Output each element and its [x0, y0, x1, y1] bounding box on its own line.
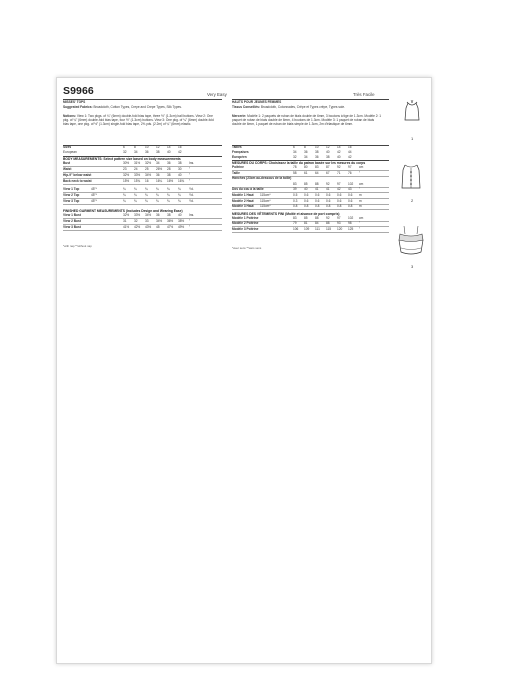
- body-row-fr-cell: 71: [337, 170, 341, 175]
- body-row-fr-cell: 88: [315, 181, 319, 186]
- body-row-fr-cell: 64: [315, 170, 319, 175]
- yardage-row-en-cell: ¾: [178, 193, 181, 197]
- yardage-row-en-unit: Yd.: [189, 187, 194, 191]
- yardage-row-line-fr: [232, 209, 389, 210]
- finished-row-fr-unit: ": [359, 221, 361, 226]
- body-row-en-cell: 40: [178, 173, 182, 177]
- finished-row-en-cell: 43½: [145, 225, 152, 229]
- sizes-row-en-cell: 16: [178, 145, 182, 149]
- body-row-en-cell: 32½: [123, 173, 130, 177]
- view-2-label: 2: [411, 198, 414, 203]
- yardage-row-en-cell: ¾: [156, 199, 159, 203]
- body-row-en-cell: 30: [178, 167, 182, 171]
- notions-fr: Mercerie: Modèle 1: 2 paquets de ruban de biais double de 6mm, 3 boutons à tige de 1.3cm. Modèle 2: 1 paquet de ruban de biais double de 6mm, 4 boutons de 1.3cm. Modèle 3: 1 paquet de ruban de biais double de 6mm, 1 paquet de ruban de biais simple de 1.3cm, 2m d'élastique de 6mm.: [232, 114, 382, 127]
- yardage-row-fr-cell: 0.8: [315, 204, 320, 209]
- yardage-row-line-en: [63, 198, 222, 199]
- difficulty-en: Very Easy: [207, 92, 227, 97]
- finished-row-en-unit: ": [189, 219, 191, 223]
- yardage-row-en-width: 45"*: [91, 187, 97, 191]
- view-3-sketch: [393, 224, 429, 262]
- yardage-row-en-cell: ¾: [145, 187, 148, 191]
- yardage-row-fr-label: Modèle 3 Haut: [232, 204, 254, 209]
- finished-row-en-cell: 36½: [167, 219, 174, 223]
- finished-row-fr-cell: 88: [315, 215, 319, 220]
- body-row-fr-cell: 67: [326, 170, 330, 175]
- finished-row-fr-cell: 125: [348, 227, 354, 231]
- finished-row-en-cell: 40: [178, 213, 182, 217]
- yardage-row-en-cell: ¾: [156, 193, 159, 197]
- heading-en: MISSES' TOPS: [63, 100, 86, 104]
- yardage-row-line-fr: [232, 198, 389, 199]
- european-row-fr-label: Européen: [232, 155, 247, 159]
- body-row-en-unit: ": [189, 179, 191, 183]
- finished-row-en-label: View 1 Bust: [63, 213, 81, 217]
- finished-row-fr-unit: ": [359, 227, 361, 231]
- body-row-fr-cell: 40: [304, 187, 308, 192]
- finished-row-line-fr: [232, 232, 389, 233]
- body-row-en-cell: 38: [178, 161, 182, 165]
- yardage-row-en-label: View 3 Top: [63, 199, 80, 203]
- body-row-line-fr: [232, 170, 389, 171]
- yardage-row-fr-unit: m: [359, 204, 362, 209]
- sizes-row-en-cell: 8: [134, 145, 136, 149]
- sizes-row-en-cell: 10: [145, 145, 149, 149]
- finished-row-en-label: View 3 Bust: [63, 225, 81, 229]
- body-row-fr-cell: 87: [326, 165, 330, 169]
- footnotes-en: *with nap **without nap: [63, 244, 92, 248]
- sizes-row-en-cell: 12: [156, 145, 160, 149]
- yardage-row-fr-width: 115cm*: [260, 193, 271, 197]
- body-row-en-cell: 33½: [134, 173, 141, 177]
- finished-row-fr-cell: 79: [293, 221, 297, 226]
- body-row-en-cell: 28: [167, 167, 171, 171]
- body-row-fr-unit: cm: [359, 181, 364, 186]
- finished-row-en-cell: 38½: [178, 219, 185, 223]
- body-row-fr-cell: 83: [315, 165, 319, 169]
- finished-row-fr-cell: 88: [326, 221, 330, 226]
- body-row-fr-cell: 83: [293, 181, 297, 186]
- yardage-row-en-cell: ¾: [134, 199, 137, 203]
- body-row-en-cell: 31½: [134, 161, 141, 165]
- body-row-en-label: Bust: [63, 161, 71, 165]
- yardage-row-fr-cell: 0.6: [337, 198, 342, 203]
- body-row-en-cell: 23: [123, 167, 127, 171]
- body-row-fr-cell: 102: [348, 181, 354, 186]
- finished-row-en-cell: 34½: [156, 219, 163, 223]
- body-row-en-cell: 26½: [156, 167, 163, 171]
- yardage-row-en-label: View 2 Top: [63, 193, 80, 197]
- yardage-row-en-width: 45"*: [91, 199, 97, 203]
- yardage-row-fr-cell: 0.6: [326, 198, 331, 203]
- finished-row-line-en: [63, 224, 222, 225]
- yardage-row-fr-cell: 0.8: [293, 204, 298, 209]
- sizes-row-fr-cell: 6: [293, 145, 295, 149]
- finished-row-fr-cell: 109: [304, 227, 310, 231]
- yardage-row-fr-width: 115cm*: [260, 204, 271, 209]
- yardage-row-en-cell: ¾: [156, 187, 159, 191]
- finished-row-fr-label: Modèle 1 Poitrine: [232, 215, 259, 220]
- yardage-row-fr-cell: 0.6: [337, 193, 342, 197]
- finished-row-en-cell: 36: [156, 213, 160, 217]
- finished-row-fr-cell: 115: [326, 227, 332, 231]
- body-row-fr-cell: 42: [337, 187, 341, 192]
- fabrics-en: Suggested Fabrics: Broadcloth, Cotton Types, Crepe and Crepe Types, Silk Types.: [63, 105, 182, 109]
- body-row-en-label: Back neck to waist: [63, 179, 92, 183]
- body-row-en-cell: 16½: [167, 179, 174, 183]
- rule-en: [63, 99, 222, 100]
- body-row-fr-cell: 85: [304, 181, 308, 186]
- french-row-fr-cell: 40: [326, 150, 330, 154]
- finished-row-fr-cell: 97: [337, 215, 341, 220]
- finished-row-en-unit: Ins.: [189, 213, 195, 217]
- body-row-en-cell: 16¼: [156, 179, 163, 183]
- european-row-en-label: European: [63, 150, 77, 154]
- yardage-row-fr-cell: 0.8: [337, 204, 342, 209]
- european-row-fr-cell: 40: [337, 155, 341, 159]
- finished-row-fr-cell: 83: [293, 215, 297, 220]
- sizes-row-en-cell: 14: [167, 145, 171, 149]
- yardage-row-en-cell: ¾: [134, 187, 137, 191]
- finished-row-en-cell: 47½: [167, 225, 174, 229]
- yardage-row-en-cell: ¾: [123, 187, 126, 191]
- finished-row-en-cell: 49½: [178, 225, 185, 229]
- body-row-fr-cell: 78: [293, 165, 297, 169]
- body-row-en-unit: Ins.: [189, 161, 195, 165]
- european-row-fr-cell: 32: [293, 155, 297, 159]
- body-row-en-cell: 15¾: [134, 179, 141, 183]
- view-1-sketch: [397, 98, 427, 134]
- yardage-row-fr-cell: 0.6: [326, 193, 331, 197]
- finished-row-line-en: [63, 230, 222, 231]
- yardage-row-fr-cell: 0.5: [293, 193, 298, 197]
- european-row-en-cell: 38: [156, 150, 160, 154]
- european-row-fr-cell: 34: [304, 155, 308, 159]
- finished-row-fr-cell: 120: [337, 227, 343, 231]
- finished-row-en-cell: 32½: [123, 213, 130, 217]
- body-row-fr-cell: 92: [326, 181, 330, 186]
- body-row-en-label: Waist: [63, 167, 72, 171]
- yardage-row-line-en: [63, 204, 222, 205]
- body-row-en-cell: 24: [134, 167, 138, 171]
- body-row-fr-unit: ": [359, 187, 361, 192]
- yardage-row-fr-label: Modèle 2 Haut: [232, 198, 254, 203]
- yardage-row-fr-cell: 0.6: [304, 198, 309, 203]
- body-row-en-cell: 16¾: [178, 179, 185, 183]
- body-row-fr-cell: 43: [348, 187, 352, 192]
- european-row-en-cell: 34: [134, 150, 138, 154]
- finished-row-fr-label: Modèle 3 Poitrine: [232, 227, 259, 231]
- body-row-fr-label: Hanches (23cm au-dessous de la taille): [232, 176, 292, 181]
- finished-heading-en: FINISHED GARMENT MEASUREMENTS (Includes Design and Wearing Ease): [63, 209, 183, 213]
- european-row-en-cell: 42: [178, 150, 182, 154]
- french-row-fr-cell: 36: [304, 150, 308, 154]
- finished-row-en-cell: 41½: [123, 225, 130, 229]
- body-row-en-cell: 34: [156, 161, 160, 165]
- european-row-fr-cell: 38: [326, 155, 330, 159]
- yardage-row-fr-cell: 0.3: [293, 198, 298, 203]
- body-row-en-cell: 16: [145, 179, 149, 183]
- finished-row-fr-cell: 102: [348, 215, 354, 220]
- yardage-row-en-cell: ¾: [167, 193, 170, 197]
- body-row-en-cell: 36: [156, 173, 160, 177]
- body-row-fr-label: Taille: [232, 170, 240, 175]
- body-row-en-unit: ": [189, 167, 191, 171]
- yardage-row-fr-cell: 0.6: [348, 198, 353, 203]
- finished-row-en-cell: 31: [123, 219, 127, 223]
- sizes-rule-en: [63, 145, 222, 146]
- yardage-row-fr-cell: 0.8: [304, 204, 309, 209]
- body-row-fr-cell: 92: [337, 165, 341, 169]
- yardage-row-en-unit: Yd.: [189, 193, 194, 197]
- sizes-row-fr-label: Tailles: [232, 145, 242, 149]
- yardage-row-en-cell: ¾: [123, 193, 126, 197]
- body-row-fr-label: Poitrine: [232, 165, 244, 169]
- heading-fr: HAUTS POUR JEUNES FEMMES: [232, 100, 282, 104]
- body-row-fr-cell: 97: [337, 181, 341, 186]
- yardage-row-fr-cell: 0.6: [348, 193, 353, 197]
- body-row-fr-unit: ": [359, 170, 361, 175]
- sizes-row-fr-cell: 16: [348, 145, 352, 149]
- sizes-row-fr-cell: 14: [337, 145, 341, 149]
- finished-row-fr-unit: cm: [359, 215, 364, 220]
- european-row-en-cell: 36: [145, 150, 149, 154]
- body-row-fr-label: Dos du cou à la taille: [232, 187, 264, 192]
- finished-row-en-cell: 34½: [145, 213, 152, 217]
- yardage-row-fr-label: Modèle 1 Haut: [232, 193, 254, 197]
- body-row-fr-cell: 41: [315, 187, 319, 192]
- sizes-row-en-label: Sizes: [63, 145, 72, 149]
- body-row-en-cell: 32½: [145, 161, 152, 165]
- finished-row-en-cell: 38: [167, 213, 171, 217]
- finished-row-line-en: [63, 218, 222, 219]
- body-row-fr-cell: 61: [304, 170, 308, 175]
- body-row-fr-cell: 80: [304, 165, 308, 169]
- finished-row-en-cell: 33½: [134, 213, 141, 217]
- yardage-row-line-en: [63, 192, 222, 193]
- sizes-row-fr-cell: 10: [315, 145, 319, 149]
- body-row-en-unit: ": [189, 173, 191, 177]
- finished-row-en-cell: 33: [145, 219, 149, 223]
- body-row-fr-cell: 58: [293, 170, 297, 175]
- body-row-en-cell: 15½: [123, 179, 130, 183]
- view-2-sketch: [395, 162, 427, 196]
- body-heading-en: BODY MEASUREMENTS: Select pattern size based on body measurements: [63, 157, 181, 161]
- view-3-label: 3: [411, 264, 414, 269]
- yardage-row-fr-cell: 0.8: [326, 204, 331, 209]
- finished-row-fr-cell: 93: [337, 221, 341, 226]
- yardage-row-fr-unit: m: [359, 198, 362, 203]
- finished-row-en-cell: 42½: [134, 225, 141, 229]
- footnotes-fr: *avec sens **sans sens: [232, 245, 262, 250]
- finished-row-fr-cell: 85: [304, 215, 308, 220]
- finished-row-fr-cell: 84: [315, 221, 319, 226]
- finished-row-fr-label: Modèle 2 Poitrine: [232, 221, 259, 226]
- yardage-row-en-unit: Yd.: [189, 199, 194, 203]
- body-heading-fr: MESURES DU CORPS: Choisissez la taille du patron basée sur les mesures du corps: [232, 161, 366, 165]
- yardage-row-en-cell: ¾: [178, 199, 181, 203]
- yardage-row-en-cell: ¾: [178, 187, 181, 191]
- body-row-en-cell: 36: [167, 161, 171, 165]
- yardage-row-fr-width: 115cm*: [260, 198, 271, 203]
- sizes-row-fr-cell: 12: [326, 145, 330, 149]
- body-row-en-cell: 34½: [145, 173, 152, 177]
- notions-en: Notions: View 1: Two pkgs. of ¼" (6mm) double-fold bias tape, three ½" (1.3cm) ball buttons. View 2: One pkg. of ¼" (6mm) double-fold bias tape, four ½" (1.3cm) buttons. View 3: One pkg. of ¼" (6mm) double-fold bias tape, one pkg. of ½" (1.3cm) single-fold bias tape, 2⅜ yds. (2.2m) of ¼" (6mm) elastic.: [63, 114, 214, 127]
- yardage-row-en-cell: ¾: [145, 193, 148, 197]
- pattern-number: S9966: [63, 85, 94, 97]
- body-row-en-cell: 38: [167, 173, 171, 177]
- body-row-line-en: [63, 166, 222, 167]
- body-row-fr-cell: 41: [326, 187, 330, 192]
- body-row-fr-cell: 76: [348, 170, 352, 175]
- finished-row-en-cell: 45: [156, 225, 160, 229]
- yardage-row-fr-cell: 0.6: [304, 193, 309, 197]
- sizes-row-fr-cell: 8: [304, 145, 306, 149]
- body-row-fr-unit: cm: [359, 165, 364, 169]
- yardage-row-en-cell: ¾: [134, 193, 137, 197]
- european-row-fr-cell: 36: [315, 155, 319, 159]
- yardage-row-fr-cell: 0.8: [348, 204, 353, 209]
- sizes-rule-fr: [232, 145, 389, 146]
- european-row-fr-cell: 42: [348, 155, 352, 159]
- finished-row-fr-cell: 92: [326, 215, 330, 220]
- yardage-row-en-label: View 1 Top: [63, 187, 80, 191]
- body-row-en-label: Hip-9" below waist: [63, 173, 92, 177]
- yardage-row-en-cell: ¾: [145, 199, 148, 203]
- european-row-en-cell: 32: [123, 150, 127, 154]
- sizes-row-en-cell: 6: [123, 145, 125, 149]
- finished-row-fr-cell: 111: [315, 227, 320, 231]
- yardage-row-fr-cell: 0.6: [315, 198, 320, 203]
- yardage-row-en-cell: ¾: [123, 199, 126, 203]
- body-row-en-cell: 25: [145, 167, 149, 171]
- finished-row-fr-cell: 81: [304, 221, 308, 226]
- yardage-row-fr-cell: 0.6: [315, 193, 320, 197]
- french-row-fr-cell: 38: [315, 150, 319, 154]
- french-row-fr-label: Françaises: [232, 150, 249, 154]
- finished-heading-fr: MESURES DES VÊTEMENTS FINI (Moitié et aisance de port compris): [232, 211, 340, 216]
- body-row-en-cell: 30½: [123, 161, 130, 165]
- finished-row-fr-cell: 98: [348, 221, 352, 226]
- french-row-fr-cell: 42: [337, 150, 341, 154]
- yardage-row-en-cell: ¾: [167, 199, 170, 203]
- finished-row-en-label: View 2 Bust: [63, 219, 81, 223]
- yardage-row-line-fr: [232, 204, 389, 205]
- european-row-en-cell: 40: [167, 150, 171, 154]
- body-row-line-fr: [232, 192, 389, 193]
- body-row-fr-cell: 97: [348, 165, 352, 169]
- yardage-row-en-width: 45"*: [91, 193, 97, 197]
- french-row-fr-cell: 34: [293, 150, 297, 154]
- difficulty-fr: Très Facile: [353, 92, 375, 97]
- finished-row-en-cell: 32: [134, 219, 138, 223]
- yardage-row-en-cell: ¾: [167, 187, 170, 191]
- body-row-line-en: [63, 184, 222, 185]
- french-row-fr-cell: 44: [348, 150, 352, 154]
- fabrics-fr: Tissus Conseillés: Broadclotb, Cotonnades, Crêpe et Types crêpe, Types soie.: [232, 105, 346, 109]
- body-row-fr-cell: 39: [293, 187, 297, 192]
- finished-row-en-unit: ": [189, 225, 191, 229]
- view-1-label: 1: [411, 136, 414, 141]
- finished-row-fr-cell: 106: [293, 227, 299, 231]
- yardage-row-fr-unit: m: [359, 193, 362, 197]
- pattern-envelope-back: [56, 77, 432, 664]
